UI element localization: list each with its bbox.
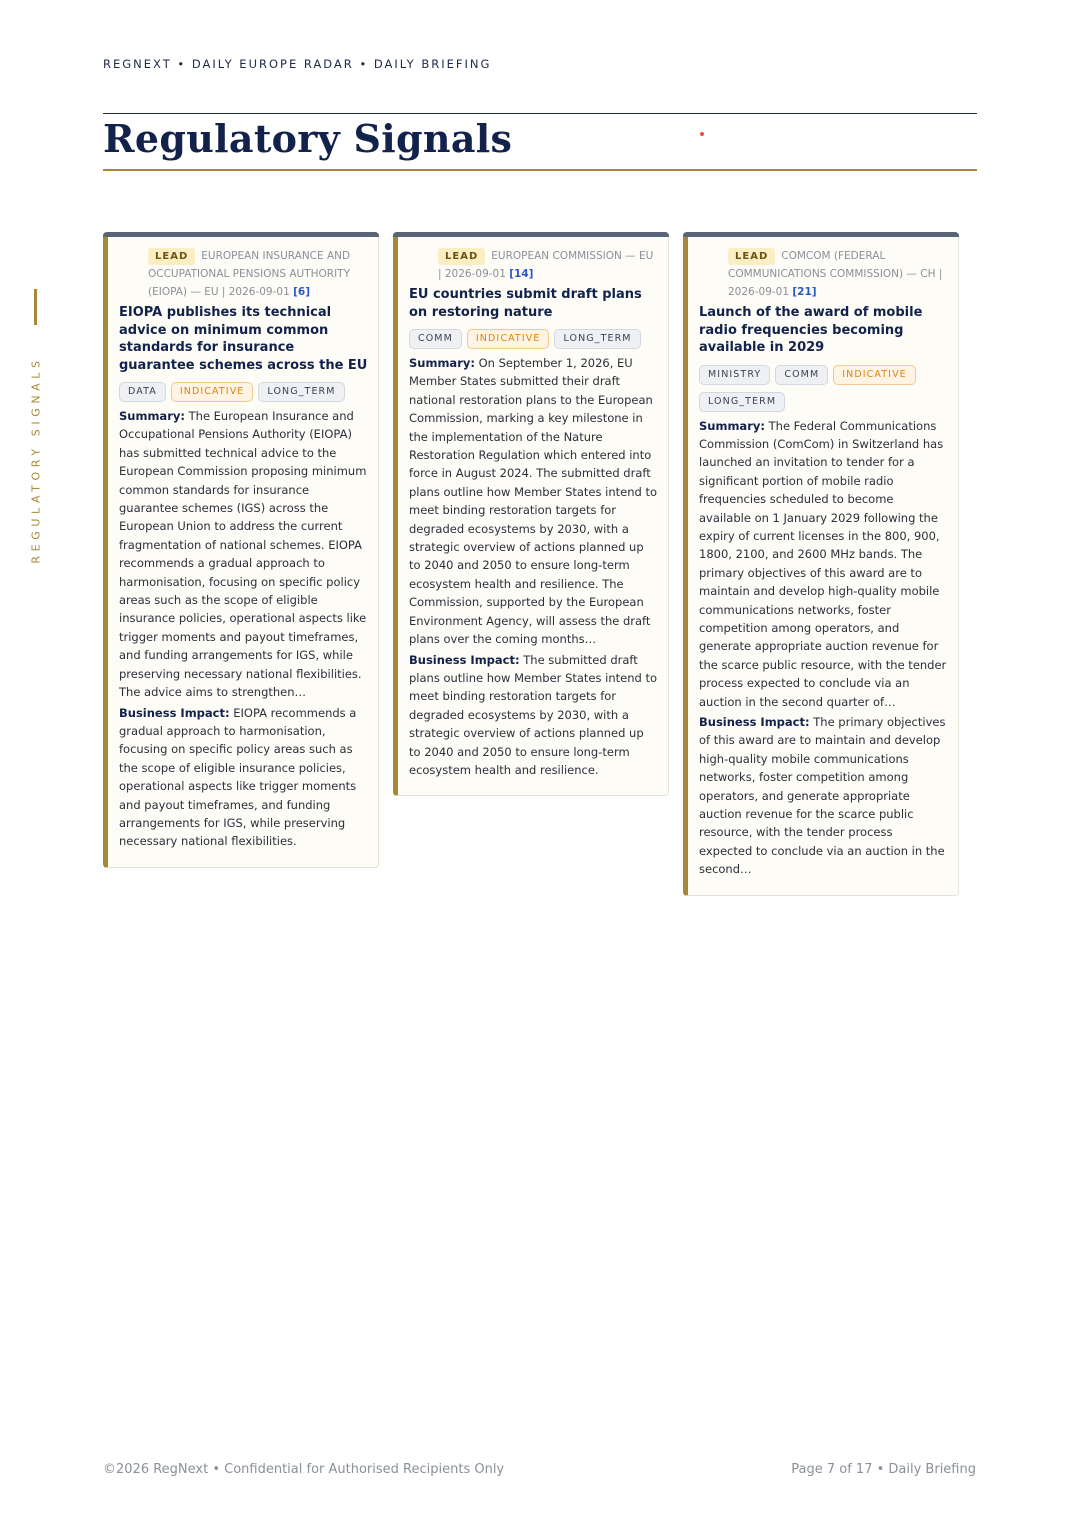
reference-link[interactable]: [14]: [509, 268, 534, 280]
summary-label: Summary:: [119, 409, 185, 423]
card-meta: [699, 247, 948, 301]
summary-text: The Federal Communications Commission (ComCom) in Switzerland has launched an invitation to tender for a significant portion of mobile radio frequencies scheduled to become available on 1 January 2029 following the expiry of current licenses in the 800, 900, 1800, 2100, and 2600 MHz bands. The primary objectives of this award are to maintain and develop high-quality mobile communications networks, foster competition among operators, and generate appropriate auction revenue for the scarce public resource, with the tender process expected to conclude via an auction in the second quarter of…: [699, 418, 947, 709]
summary-block: [119, 407, 368, 702]
summary-text: On September 1, 2026, EU Member States submitted their draft national restoration plans to the European Commission, marking a key milestone in the implementation of the Nature Restoration Regulation which entered into force in August 2024. The submitted draft plans outline how Member States intend to meet binding restoration targets for degraded ecosystems by 2030, with a strategic overview of actions planned up to 2040 and 2050 to ensure long-term ecosystem health and resilience. The Commission, supported by the European Environment Agency, will assess the draft plans over the coming months…: [409, 356, 658, 647]
tag-badge: INDICATIVE: [833, 365, 916, 385]
tag-badge: DATA: [119, 382, 166, 402]
card-source: EUROPEAN COMMISSION — EU | 2026-09-01: [438, 250, 654, 280]
impact-block: [119, 704, 368, 851]
side-accent-bar: [34, 289, 37, 325]
tag-badge: LONG_TERM: [699, 392, 785, 412]
lead-badge: LEAD: [438, 248, 485, 265]
impact-text: EIOPA recommends a gradual approach to harmonisation, focusing on specific policy areas such as the scope of eligible insurance policies, operational aspects like trigger moments and payout timeframes, and funding arrangements for IGS, while preserving necessary national flexibilities.: [119, 705, 357, 849]
summary-block: [409, 354, 658, 649]
tag-badge: MINISTRY: [699, 365, 770, 385]
card-source: EUROPEAN INSURANCE AND OCCUPATIONAL PENSIONS AUTHORITY (EIOPA) — EU | 2026-09-01: [148, 250, 351, 298]
reference-link[interactable]: [21]: [792, 286, 817, 298]
impact-label: Business Impact:: [119, 705, 230, 720]
tag-badge: LONG_TERM: [554, 329, 640, 349]
impact-text: The primary objectives of this award are to maintain and develop high-quality mobile communications networks, foster competition among operators, and generate appropriate auction revenue for the scarce public resource, with the tender process expected to conclude via an auction in the second…: [699, 715, 946, 877]
summary-text: The European Insurance and Occupational Pensions Authority (EIOPA) has submitted technical advice to the European Commission proposing minimum common standards for insurance guarantee schemes (IGS) across the European Union to address the current fragmentation of national schemes. EIOPA recommends a gradual approach to harmonisation, focusing on specific policy areas such as the scope of eligible insurance policies, operational aspects like trigger moments and payout timeframes, and funding arrangements for IGS, while preserving necessary national flexibilities. The advice aims to strengthen…: [119, 409, 367, 700]
breadcrumb: REGNEXT • DAILY EUROPE RADAR • DAILY BRIEFING: [103, 57, 492, 71]
footer-page-info: Page 7 of 17 • Daily Briefing: [791, 1462, 976, 1477]
tag-badge: INDICATIVE: [467, 329, 550, 349]
tag-badge: COMM: [775, 365, 828, 385]
reference-link[interactable]: [6]: [293, 286, 311, 298]
card-headline: EU countries submit draft plans on restoring nature: [409, 287, 642, 320]
tag-badge: COMM: [409, 329, 462, 349]
signal-card: [393, 232, 669, 796]
tag-badge: LONG_TERM: [258, 382, 344, 402]
signal-card: [103, 232, 379, 868]
lead-badge: LEAD: [728, 248, 775, 265]
tag-list: [119, 378, 368, 405]
impact-text: The submitted draft plans outline how Member States intend to meet binding restoration targets for degraded ecosystems by 2030, with a strategic overview of actions planned up to 2040 and 2050 to ensure long-term ecosystem health and resilience.: [409, 652, 658, 777]
summary-label: Summary:: [409, 356, 475, 370]
tag-list: [409, 325, 658, 352]
title-block: [103, 113, 977, 171]
tag-list: [699, 361, 948, 415]
impact-block: [409, 651, 658, 780]
side-section-label: REGULATORY SIGNALS: [29, 356, 43, 564]
footer-copyright: ©2026 RegNext • Confidential for Authorised Recipients Only: [103, 1462, 505, 1477]
page-title: Regulatory Signals: [103, 116, 513, 161]
lead-badge: LEAD: [148, 248, 195, 265]
impact-label: Business Impact:: [699, 715, 810, 729]
impact-label: Business Impact:: [409, 652, 520, 667]
card-meta: [119, 247, 368, 301]
card-source: COMCOM (FEDERAL COMMUNICATIONS COMMISSION) — CH | 2026-09-01: [728, 250, 943, 298]
signal-card: [683, 232, 959, 896]
card-headline: EIOPA publishes its technical advice on minimum common standards for insurance guarantee schemes across the EU: [119, 305, 368, 373]
card-headline: Launch of the award of mobile radio frequencies becoming available in 2029: [699, 305, 923, 355]
impact-block: [699, 713, 948, 879]
summary-label: Summary:: [699, 418, 765, 433]
decorative-dot: [700, 132, 704, 136]
summary-block: [699, 417, 948, 712]
tag-badge: INDICATIVE: [171, 382, 254, 402]
card-meta: [409, 247, 658, 283]
